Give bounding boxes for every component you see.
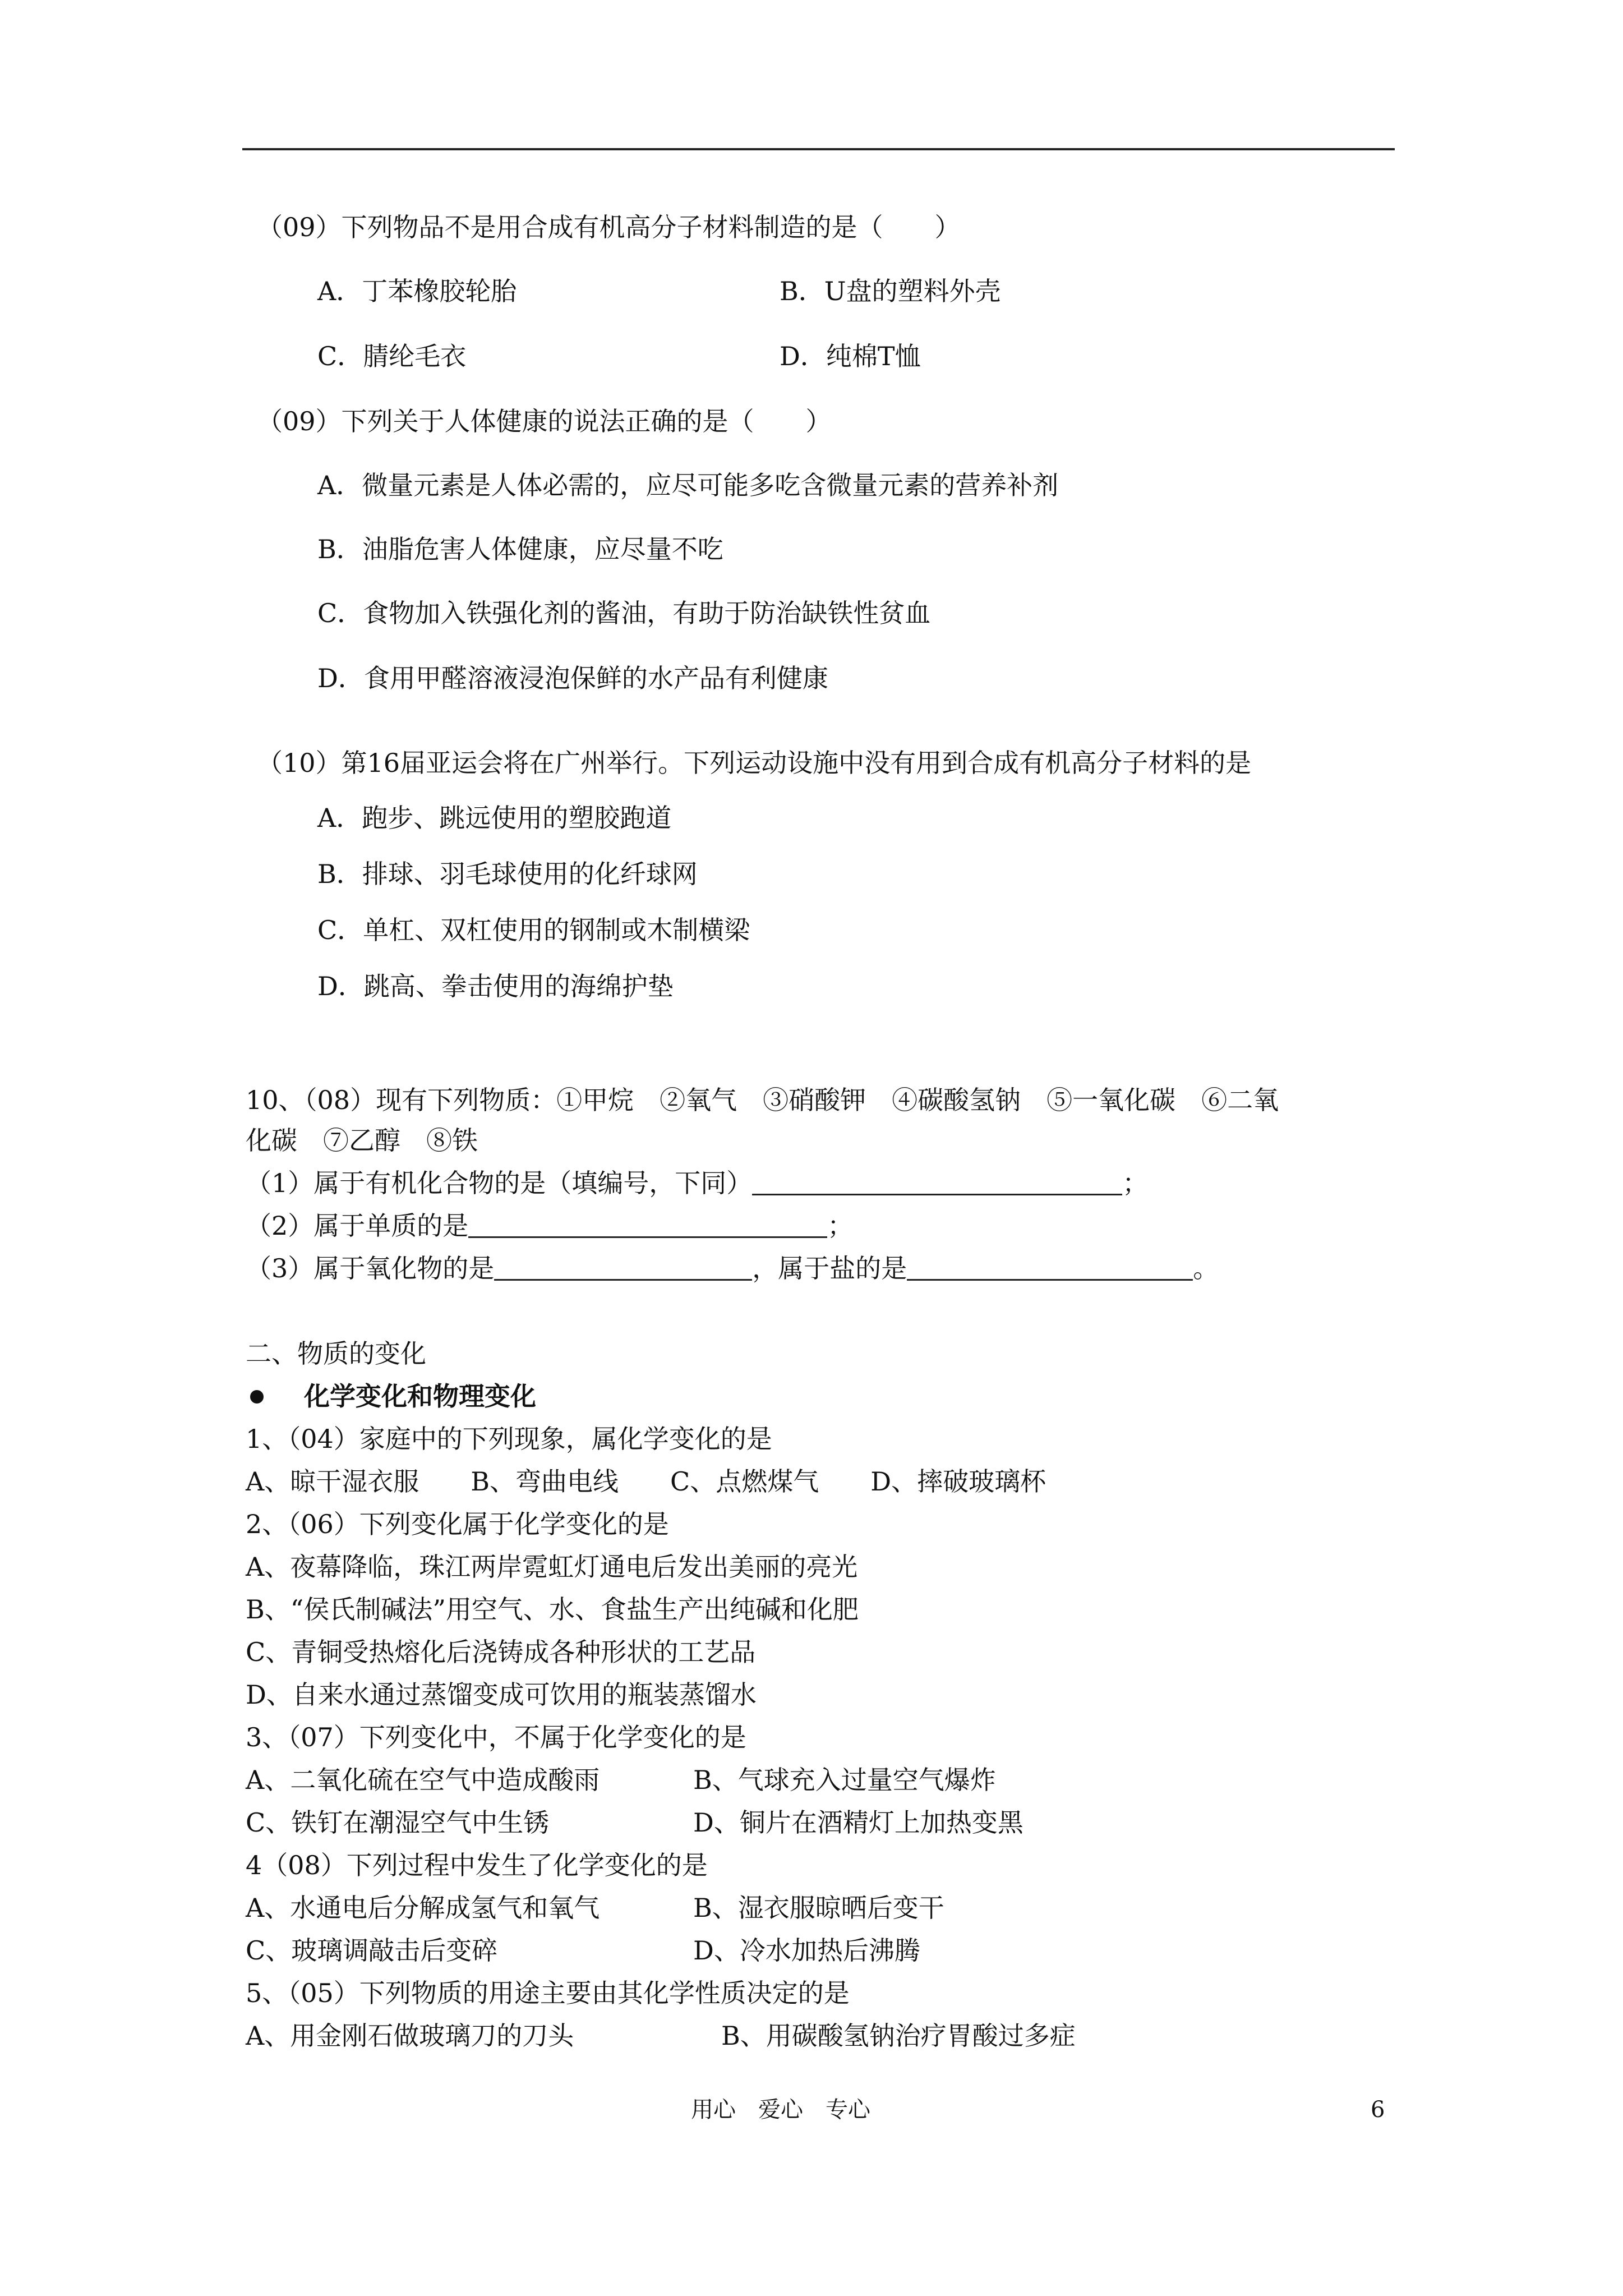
punctuation: ； <box>827 1211 854 1241</box>
question-stem: （10）第16届亚运会将在广州举行。下列运动设施中没有用到合成有机高分子材料的是 <box>257 748 1252 778</box>
option-a: A、水通电后分解成氢气和氧气 <box>246 1893 600 1923</box>
option-a: A、用金刚石做玻璃刀的刀头 <box>246 2021 574 2051</box>
option-a: A．跑步、跳远使用的塑胶跑道 <box>317 803 672 833</box>
question-stem-continued: 化碳 ⑦乙醇 ⑧铁 <box>246 1125 478 1156</box>
prompt-text: （2）属于单质的是 <box>246 1211 469 1241</box>
question-stem: 10、（08）现有下列物质：①甲烷 ②氧气 ③硝酸钾 ④碳酸氢钠 ⑤一氧化碳 ⑥二氧 <box>246 1085 1279 1115</box>
section-title: 二、物质的变化 <box>246 1338 426 1369</box>
option-d: D．跳高、拳击使用的海绵护垫 <box>317 971 674 1001</box>
question-stem: 4（08）下列过程中发生了化学变化的是 <box>246 1850 708 1880</box>
question-stem: 3、（07）下列变化中，不属于化学变化的是 <box>246 1722 746 1752</box>
prompt-text: （3）属于氧化物的是 <box>246 1253 495 1283</box>
option-a: A、夜幕降临，珠江两岸霓虹灯通电后发出美丽的亮光 <box>246 1552 858 1582</box>
option-d: D、自来水通过蒸馏变成可饮用的瓶装蒸馏水 <box>246 1680 757 1710</box>
answer-blank[interactable] <box>468 1212 827 1238</box>
option-d: D．食用甲醛溶液浸泡保鲜的水产品有利健康 <box>317 663 828 693</box>
option-c: C．单杠、双杠使用的钢制或木制横梁 <box>317 915 750 945</box>
question-stem: 2、（06）下列变化属于化学变化的是 <box>246 1509 669 1539</box>
option-c: C、玻璃调敲击后变碎 <box>246 1935 498 1966</box>
page-number: 6 <box>1371 2097 1385 2123</box>
option-d: D、铜片在酒精灯上加热变黑 <box>693 1807 1023 1838</box>
option-b: B．排球、羽毛球使用的化纤球网 <box>317 859 698 889</box>
option-b: B、气球充入过量空气爆炸 <box>693 1765 996 1795</box>
option-b: B、用碳酸氢钠治疗胃酸过多症 <box>721 2021 1076 2051</box>
question-stem: （09）下列关于人体健康的说法正确的是（ ） <box>257 406 832 436</box>
option-b: B、湿衣服晾晒后变干 <box>693 1893 944 1923</box>
prompt-text: ，属于盐的是 <box>752 1253 907 1283</box>
punctuation: ； <box>1122 1168 1149 1198</box>
option-a: A．丁苯橡胶轮胎 <box>317 276 517 306</box>
answer-blank[interactable] <box>907 1254 1193 1281</box>
fill-in-line-3 <box>246 1251 1219 1285</box>
option-b: B．油脂危害人体健康，应尽量不吃 <box>317 534 723 564</box>
option-c: C、青铜受热熔化后浇铸成各种形状的工艺品 <box>246 1637 756 1667</box>
option-a: A．微量元素是人体必需的，应尽可能多吃含微量元素的营养补剂 <box>317 470 1059 500</box>
answer-blank[interactable] <box>494 1254 752 1281</box>
question-stem: （09）下列物品不是用合成有机高分子材料制造的是（ ） <box>257 212 961 242</box>
header-rule <box>242 148 1395 150</box>
option-d: D．纯棉T恤 <box>780 341 921 371</box>
answer-blank[interactable] <box>752 1169 1122 1195</box>
prompt-text: （1）属于有机化合物的是（填编号，下同） <box>246 1168 753 1198</box>
option-c: C、铁钉在潮湿空气中生锈 <box>246 1807 550 1838</box>
punctuation: 。 <box>1193 1253 1219 1283</box>
footer-motto: 用心 爱心 专心 <box>691 2097 870 2123</box>
option-c: C．食物加入铁强化剂的酱油，有助于防治缺铁性贫血 <box>317 598 931 628</box>
question-stem: 1、（04）家庭中的下列现象，属化学变化的是 <box>246 1424 772 1454</box>
fill-in-line-1 <box>246 1166 1148 1200</box>
option-b: B．U盘的塑料外壳 <box>780 276 1001 306</box>
bullet-icon <box>250 1390 264 1404</box>
option-b: B、“侯氏制碱法”用空气、水、食盐生产出纯碱和化肥 <box>246 1594 859 1625</box>
option-c: C．腈纶毛衣 <box>317 341 467 371</box>
fill-in-line-2 <box>246 1209 853 1243</box>
options-line: A、晾干湿衣服 B、弯曲电线 C、点燃煤气 D、摔破玻璃杯 <box>246 1466 1046 1497</box>
option-d: D、冷水加热后沸腾 <box>693 1935 920 1966</box>
option-a: A、二氧化硫在空气中造成酸雨 <box>246 1765 600 1795</box>
question-stem: 5、（05）下列物质的用途主要由其化学性质决定的是 <box>246 1978 850 2008</box>
section-subtitle: 化学变化和物理变化 <box>304 1381 536 1411</box>
